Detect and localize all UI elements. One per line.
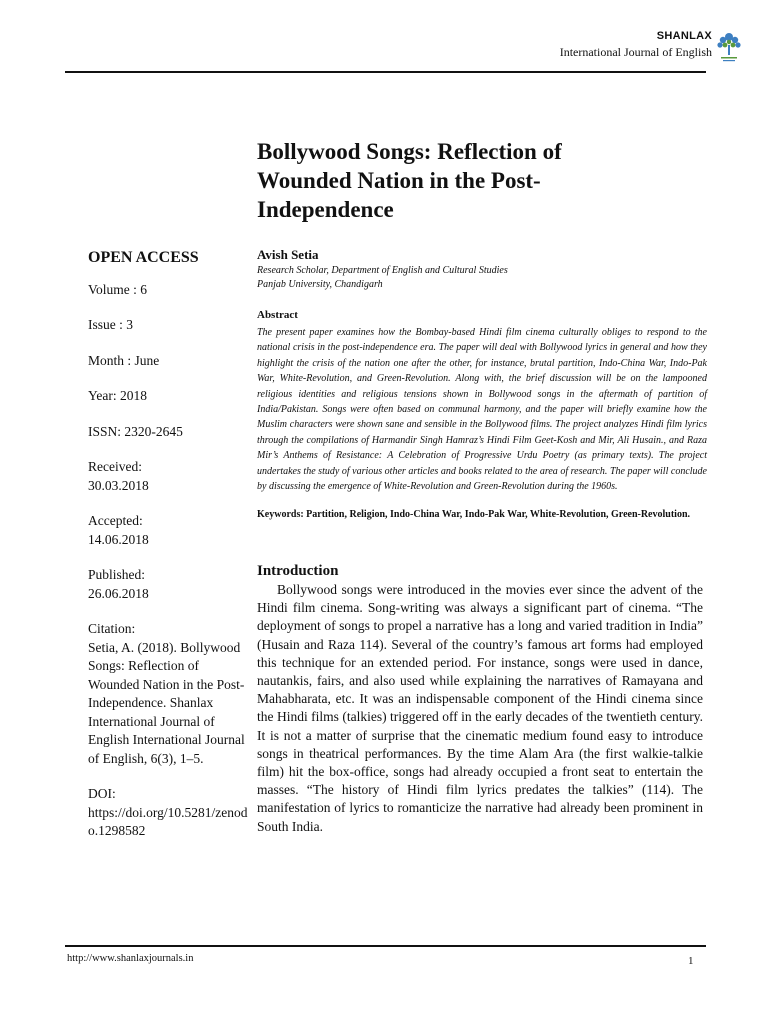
open-access-label: OPEN ACCESS <box>88 249 199 266</box>
month: Month : June <box>88 352 160 368</box>
article-info-sidebar <box>88 249 248 858</box>
abstract-text: The present paper examines how the Bombay-based Hindi film cinema culturally obliges to respond to the national crisis in the post-independence era. The paper will deal with Bollywood lyrics in general and how they highlight the crisis of the nation one after the other, for instance, brutal partition, Indo-China War, Indo-Pak War, White-Revolution, and Green-Revolution. Along with, the brief discussion will be on the lampooned religious identities and religious tensions shown in Bollywood songs in the aftermath of partition of India/Pakistan. Songs were often based on communal harmony, and the paper will briefly examine how the Muslim characters were shown sane and sensible in the Bollywood films. The project analyzes Hindi film lyrics through the compilations of Harmandir Singh Hamraz’s Hindi Film Geet-Kosh and Mir, Ali Husain., and Raza Mir’s Anthems of Resistance: A Celebration of Progressive Urdu Poetry (as primary texts). The project undertakes the study of various other articles and books related to the area of research. The paper will conclude by discussing the emergence of White-Revolution and Green-Revolution during the 1960s. <box>257 327 707 493</box>
abstract-heading: Abstract <box>257 309 298 321</box>
footer-rule <box>65 945 706 947</box>
author-name: Avish Setia <box>257 247 319 262</box>
doi-link[interactable]: https://doi.org/10.5281/zenodo.1298582 <box>88 804 248 838</box>
issue: Issue : 3 <box>88 317 133 332</box>
year: Year: 2018 <box>88 388 148 403</box>
affiliation-line-2: Panjab University, Chandigarh <box>257 279 383 290</box>
received-label: Received: <box>88 459 142 474</box>
published-date: 26.06.2018 <box>88 585 149 601</box>
brand-name: SHANLAX <box>656 30 712 42</box>
journal-name: International Journal of English <box>559 45 712 59</box>
introduction-heading: Introduction <box>257 563 339 579</box>
author-affiliation <box>257 264 707 292</box>
citation-label: Citation: <box>88 621 136 636</box>
accepted-label: Accepted: <box>88 513 143 528</box>
issn: ISSN: 2320-2645 <box>88 423 183 439</box>
footer-url-link[interactable]: http://www.shanlaxjournals.in <box>67 953 194 964</box>
citation-text: Setia, A. (2018). Bollywood Songs: Reflection of Wounded Nation in the Post-Independence. Shanlax International Journal of English International Journal of English, 6(3), 1–5. <box>88 639 245 766</box>
doi-label: DOI: <box>88 786 116 801</box>
published <box>88 566 248 603</box>
doi <box>88 785 248 841</box>
keywords: Keywords: Partition, Religion, Indo-China War, Indo-Pak War, White-Revolution, Green-Revolution. <box>257 509 691 520</box>
paper-title: Bollywood Songs: Reflection of Wounded Nation in the Post-Independence <box>257 139 562 222</box>
accepted <box>88 512 248 549</box>
received <box>88 458 248 495</box>
header-rule <box>65 71 706 73</box>
volume: Volume : 6 <box>88 281 148 297</box>
published-label: Published: <box>88 567 146 582</box>
citation <box>88 620 248 768</box>
received-date: 30.03.2018 <box>88 477 149 493</box>
shanlax-tree-logo <box>714 28 744 64</box>
affiliation-line-1: Research Scholar, Department of English and Cultural Studies <box>257 265 508 276</box>
accepted-date: 14.06.2018 <box>88 531 149 547</box>
introduction-text: Bollywood songs were introduced in the movies ever since the advent of the Hindi film cinema. Song-writing was always a significant part of cinema. “The deployment of songs to propel a narrative has a long and varied tradition in India” (Husain and Raza 114). Several of the country’s famous art forms had employed this technique for an extended period. For instance, songs were used in dance, nautankis, fairs, and also used while explaining the narratives of Ramayana and Mahabharata, etc. It was an indispensable component of the Hindi cinema since the Hindi films (talkies) triggered off in the early decades of the twentieth century. It is not a matter of surprise that the cinematic medium found easy to introduce songs in theatrical performances. By the time Alam Ara (the first walkie-talkie film) hit the box-office, songs had already occupied a front seat to entertain the masses. “The history of Hindi film lyrics predates the talkies” (114). The manifestation of lyrics to romanticize the narrative had already been prominent in South India. <box>257 582 703 834</box>
page-number: 1 <box>688 955 694 967</box>
